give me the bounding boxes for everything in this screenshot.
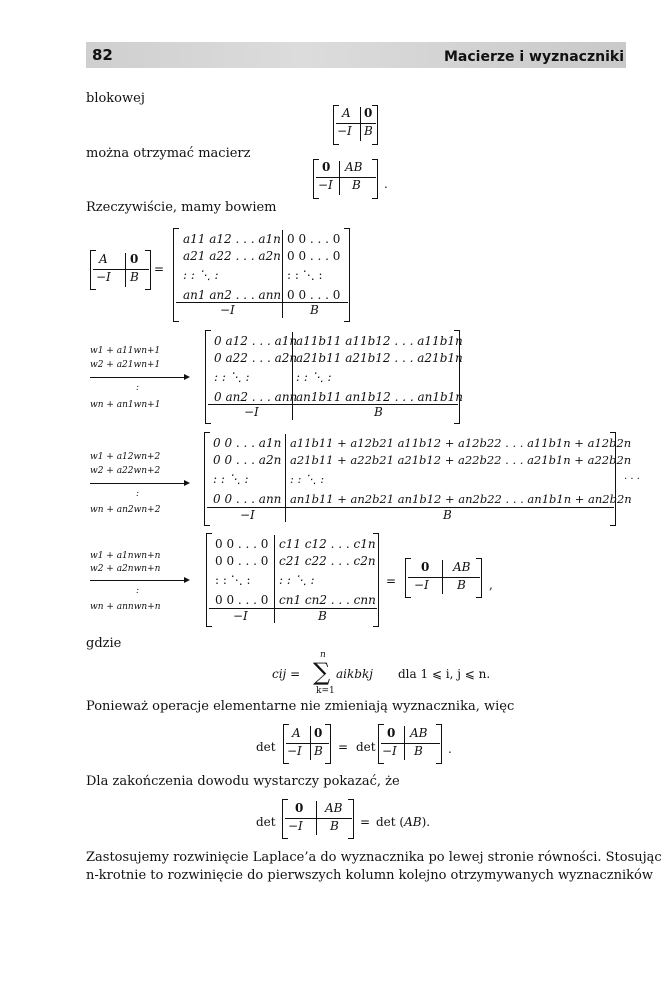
arrow-icon [90, 377, 188, 378]
block-minus-I: −I [382, 744, 397, 758]
divider [442, 560, 443, 594]
bracket-left [205, 330, 211, 424]
det-label: det [256, 740, 276, 754]
formula-body: aikbkj [336, 667, 373, 681]
matrix-row: : : ⋱ : [279, 573, 315, 587]
paragraph: n-krotnie to rozwinięcie do pierwszych kolumn kolejno otrzymywanych wyznaczników [86, 868, 653, 883]
block-zero: 0 [421, 560, 430, 574]
block-minus-I: −I [288, 819, 303, 833]
sum-top: n [320, 650, 326, 660]
matrix-row: 0 0 . . . ann [213, 492, 282, 506]
block-B: B [374, 405, 383, 419]
row-operation: w1 + a1nwn+n [90, 551, 161, 561]
matrix-row: 0 a22 . . . a2n [214, 351, 298, 365]
matrix-row: : : ⋱ : [290, 472, 325, 486]
matrix-row: 0 0 . . . 0 [287, 232, 341, 246]
matrix-row: : : ⋱ : [214, 370, 250, 384]
matrix-row: : : ⋱ : [215, 573, 251, 587]
block-B: B [443, 508, 452, 522]
divider [339, 161, 340, 195]
paragraph: Ponieważ operacje elementarne nie zmieniają wyznacznika, więc [86, 699, 515, 714]
divider [408, 577, 480, 578]
block-minus-I: −I [233, 609, 248, 623]
sum-bottom: k=1 [316, 686, 335, 696]
bracket-left [204, 432, 210, 526]
row-operation: : [136, 489, 140, 499]
matrix-row: 0 0 . . . 0 [215, 554, 269, 568]
matrix-row: 0 0 . . . 0 [287, 249, 341, 263]
matrix-row: : : ⋱ : [296, 370, 332, 384]
divider [125, 253, 126, 287]
block-A: A [99, 252, 108, 266]
block-zero: 0 [130, 252, 139, 266]
divider [285, 434, 286, 522]
arrow-icon [90, 483, 188, 484]
paragraph: Dla zakończenia dowodu wystarczy pokazać, że [86, 774, 400, 789]
equals: = [386, 574, 397, 588]
block-B: B [364, 124, 373, 138]
row-operation: : [136, 586, 140, 596]
comma: , [489, 578, 493, 592]
period: . [448, 742, 452, 756]
matrix-row: a11b11 + a12b21 a11b12 + a12b22 . . . a11b1n + a12b2n [290, 436, 632, 450]
matrix-row: : : ⋱ : [287, 268, 323, 282]
divider [360, 107, 361, 141]
block-AB: AB [410, 726, 428, 740]
divider [285, 818, 352, 819]
bracket-left [405, 558, 411, 598]
sum-symbol: ∑ [313, 658, 331, 686]
row-operation: wn + annwn+n [90, 602, 161, 612]
matrix-row: 0 0 . . . 0 [215, 537, 269, 551]
block-B: B [130, 270, 139, 284]
paragraph: gdzie [86, 636, 122, 651]
block-zero: 0 [295, 801, 304, 815]
bracket-right [476, 558, 482, 598]
block-minus-I: −I [287, 744, 302, 758]
matrix-row: : : ⋱ : [183, 268, 219, 282]
divider [310, 726, 311, 760]
block-AB: AB [325, 801, 343, 815]
matrix-row: c21 c22 . . . c2n [279, 554, 376, 568]
formula-condition: dla 1 ⩽ i, j ⩽ n. [398, 667, 491, 681]
block-zero: 0 [314, 726, 323, 740]
matrix-row: cn1 cn2 . . . cnn [279, 593, 376, 607]
matrix-row: 0 a12 . . . a1n [214, 334, 298, 348]
divider [404, 726, 405, 760]
det-label: det [356, 740, 376, 754]
matrix-row: 0 0 . . . 0 [215, 593, 269, 607]
bracket-right [372, 159, 378, 199]
block-minus-I: −I [96, 270, 111, 284]
page-number: 82 [92, 46, 113, 64]
divider [282, 230, 283, 318]
ellipsis: · · · [624, 474, 640, 485]
paragraph: można otrzymać macierz [86, 146, 251, 161]
period: . [384, 177, 388, 191]
divider [176, 302, 348, 303]
block-A: A [342, 106, 351, 120]
row-operation: w2 + a21wn+1 [90, 360, 161, 370]
block-minus-I: −I [337, 124, 352, 138]
matrix-row: : : ⋱ : [213, 472, 249, 486]
row-operation: wn + an2wn+2 [90, 505, 161, 515]
row-operation: w1 + a11wn+1 [90, 346, 161, 356]
block-zero: 0 [364, 106, 373, 120]
block-B: B [318, 609, 327, 623]
divider [274, 535, 275, 623]
paragraph: Rzeczywiście, mamy bowiem [86, 200, 277, 215]
block-AB: AB [453, 560, 471, 574]
matrix-row: an1 an2 . . . ann [183, 288, 282, 302]
formula-lhs: cij = [272, 667, 301, 681]
det-label: det [376, 815, 396, 829]
block-minus-I: −I [220, 303, 235, 317]
block-minus-I: −I [318, 178, 333, 192]
bracket-right [348, 799, 354, 839]
row-operation: wn + an1wn+1 [90, 400, 161, 410]
det-label: det [256, 815, 276, 829]
block-minus-I: −I [240, 508, 255, 522]
matrix-row: 0 an2 . . . ann [214, 390, 298, 404]
matrix-row: a21b11 + a22b21 a21b12 + a22b22 . . . a21b1n + a22b2n [290, 453, 632, 467]
divider [316, 801, 317, 835]
block-minus-I: −I [414, 578, 429, 592]
bracket-right [325, 724, 331, 764]
block-B: B [414, 744, 423, 758]
block-zero: 0 [322, 160, 331, 174]
equals: = [360, 815, 371, 829]
matrix-row: a11b11 a11b12 . . . a11b1n [296, 334, 463, 348]
divider [207, 507, 614, 508]
matrix-row: c11 c12 . . . c1n [279, 537, 376, 551]
matrix-row: 0 0 . . . a2n [213, 453, 282, 467]
block-A: A [292, 726, 301, 740]
bracket-right [145, 250, 151, 290]
bracket-left [206, 533, 212, 627]
period: . [426, 815, 431, 829]
matrix-row: an1b11 an1b12 . . . an1b1n [296, 390, 464, 404]
bracket-right [436, 724, 442, 764]
divider [336, 123, 376, 124]
row-operation: w2 + a2nwn+n [90, 564, 161, 574]
matrix-row: a11 a12 . . . a1n [183, 232, 281, 246]
row-operation: : [136, 383, 140, 393]
block-AB: AB [404, 815, 422, 829]
divider [93, 269, 149, 270]
equals: = [338, 740, 349, 754]
row-operation: w2 + a22wn+2 [90, 466, 161, 476]
divider [381, 743, 440, 744]
block-B: B [314, 744, 323, 758]
block-minus-I: −I [244, 405, 259, 419]
matrix-row: 0 0 . . . a1n [213, 436, 282, 450]
matrix-row: a21b11 a21b12 . . . a21b1n [296, 351, 463, 365]
equals: = [154, 262, 165, 276]
bracket-left [173, 228, 179, 322]
arrow-icon [90, 580, 188, 581]
block-B: B [310, 303, 319, 317]
block-zero: 0 [387, 726, 396, 740]
paragraph: Zastosujemy rozwinięcie Laplace’a do wyznacznika po lewej stronie równości. Stosując [86, 850, 662, 865]
block-B: B [330, 819, 339, 833]
paragraph: blokowej [86, 91, 145, 106]
block-AB: AB [345, 160, 363, 174]
row-operation: w1 + a12wn+2 [90, 452, 161, 462]
divider [286, 743, 329, 744]
matrix-row: a21 a22 . . . a2n [183, 249, 281, 263]
matrix-row: an1b11 + an2b21 an1b12 + an2b22 . . . an1b1n + an2b2n [290, 492, 632, 506]
divider [316, 177, 376, 178]
matrix-row: 0 0 . . . 0 [287, 288, 341, 302]
section-title: Macierze i wyznaczniki [443, 49, 624, 65]
bracket-right [344, 228, 350, 322]
block-B: B [457, 578, 466, 592]
det-AB: det (AB). [376, 815, 431, 829]
block-B: B [352, 178, 361, 192]
